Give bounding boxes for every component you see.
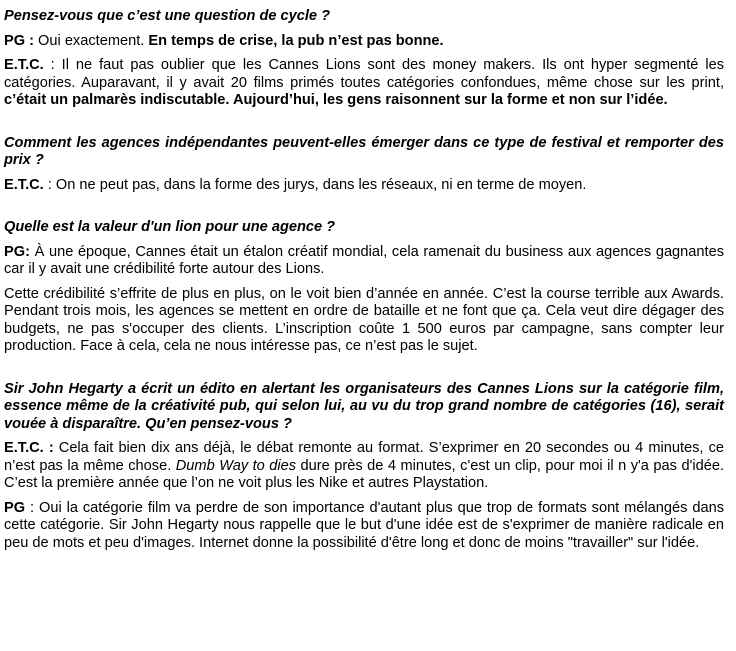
- answer-etc-independent: E.T.C. : On ne peut pas, dans la forme des jurys, dans les réseaux, ni en terme de moyen.: [4, 176, 587, 193]
- speaker-pg: PG: [4, 499, 26, 516]
- speaker-etc: E.T.C. :: [4, 440, 54, 456]
- speaker-pg: PG :: [4, 32, 34, 49]
- answer-etc-hegarty: E.T.C. : Cela fait bien dix ans déjà, le débat remonte au format. S’exprimer en 20 secondes ou 4 minutes, ce n’est pas la même chose. Dumb Way to dies dure près de 4 minutes, c'est un clip, pour moi il n y'a pas d'idée. C’est la première année que l’on ne voit plus les Nike et autres Playstation.: [4, 440, 724, 491]
- question-cycle: Pensez-vous que c’est une question de cycle ?: [4, 8, 331, 24]
- question-independent-agencies: Comment les agences indépendantes peuvent-elles émerger dans ce type de festival et remporter des prix ?: [4, 134, 724, 168]
- question-hegarty: Sir John Hegarty a écrit un édito en alertant les organisateurs des Cannes Lions sur la catégorie film, essence même de la créativité pub, qui selon lui, au vu du trop grand nombre de catégories (16), serait vouée à disparaître. Qu’en pensez-vous ?: [4, 380, 724, 432]
- question-lion-value: Quelle est la valeur d'un lion pour une agence ?: [4, 219, 336, 235]
- speaker-etc: E.T.C.: [4, 57, 44, 73]
- speaker-pg: PG:: [4, 243, 30, 260]
- paragraph-credibility: Cette crédibilité s’effrite de plus en plus, on le voit bien d’année en année. C’est la course terrible aux Awards. Pendant trois mois, les agences se mettent en ordre de bataille et ne font que ça. Cela veut dire dégager des budgets, ne pas s'occuper des clients. L’inscription coûte 1 500 euros par campagne, sans compter leur production. Face à cela, cela ne nous intéresse pas, ce n’est pas le sujet.: [4, 285, 724, 354]
- answer-pg-cycle: PG : Oui exactement. En temps de crise, la pub n’est pas bonne.: [4, 32, 444, 49]
- answer-etc-cycle: E.T.C. : Il ne faut pas oublier que les Cannes Lions sont des money makers. Ils ont hyper segmenté les catégories. Auparavant, il y avait 20 films primés toutes catégories confondues, même chose sur les print, c’était un palmarès indiscutable. Aujourd’hui, les gens raisonnent sur la forme et non sur l’idée.: [4, 57, 724, 108]
- answer-pg-lion-value: PG: À une époque, Cannes était un étalon créatif mondial, cela ramenait du business aux agences gagnantes car il y avait une crédibilité forte autour des Lions.: [4, 243, 724, 277]
- speaker-etc: E.T.C.: [4, 176, 44, 193]
- answer-pg-hegarty: PG : Oui la catégorie film va perdre de son importance d'autant plus que trop de formats sont mélangés dans cette catégorie. Sir John Hegarty nous rappelle que le but d'une idée est de s'exprimer de manière radicale en peu de mots et peu d'images. Internet donne la possibilité d'être long et donc de moins "travailler" sur l'idée.: [4, 499, 724, 551]
